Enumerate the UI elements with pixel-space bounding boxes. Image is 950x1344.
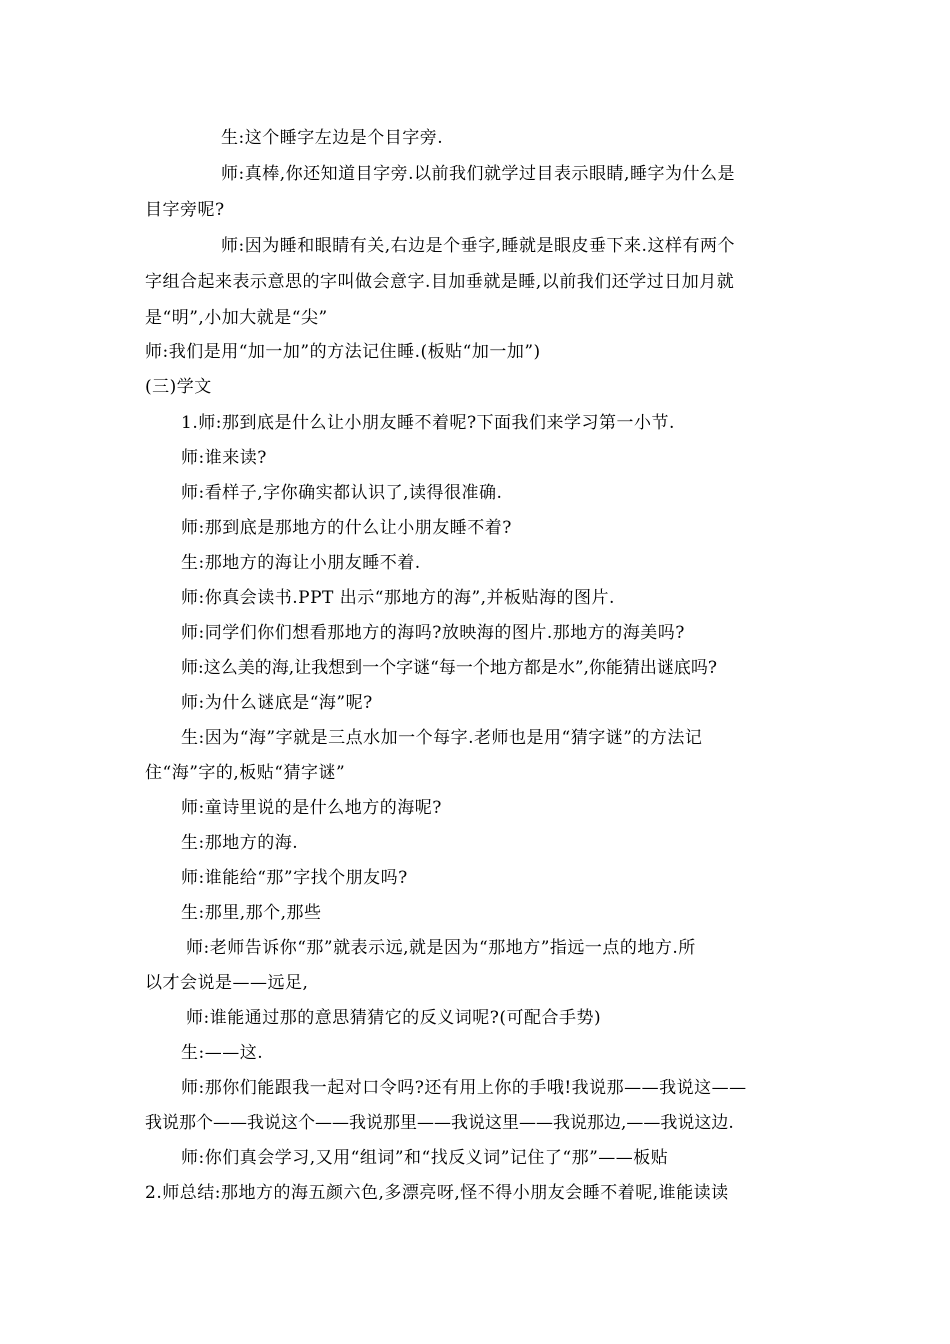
- text-line: 师:谁能通过那的意思猜猜它的反义词呢?(可配合手势): [186, 1008, 602, 1028]
- section-heading: (三)学文: [145, 377, 212, 397]
- text-line: 师:同学们你们想看那地方的海吗?放映海的图片.那地方的海美吗?: [181, 623, 685, 643]
- text-line: 生:因为“海”字就是三点水加一个每字.老师也是用“猜字谜”的方法记: [181, 728, 703, 748]
- text-line: 师:童诗里说的是什么地方的海呢?: [181, 798, 442, 818]
- text-line: 2.师总结:那地方的海五颜六色,多漂亮呀,怪不得小朋友会睡不着呢,谁能读读: [145, 1183, 729, 1203]
- text-line: 师:老师告诉你“那”就表示远,就是因为“那地方”指远一点的地方.所: [186, 938, 696, 958]
- text-line: 师:你真会读书.PPT 出示“那地方的海”,并板贴海的图片.: [181, 588, 615, 608]
- text-line: 师:真棒,你还知道目字旁.以前我们就学过目表示眼睛,睡字为什么是: [221, 164, 735, 184]
- text-line: 师:为什么谜底是“海”呢?: [181, 693, 373, 713]
- text-line: 师:那你们能跟我一起对口令吗?还有用上你的手哦!我说那——我说这——: [181, 1078, 747, 1098]
- text-line: 以才会说是——远足,: [145, 973, 309, 993]
- text-line: 生:那里,那个,那些: [181, 903, 322, 923]
- text-line: 师:谁来读?: [181, 448, 267, 468]
- text-line: 字组合起来表示意思的字叫做会意字.目加垂就是睡,以前我们还学过日加月就: [145, 272, 735, 292]
- text-line: 目字旁呢?: [145, 200, 225, 220]
- text-line: 1.师:那到底是什么让小朋友睡不着呢?下面我们来学习第一小节.: [181, 413, 675, 433]
- text-line: 生:那地方的海让小朋友睡不着.: [181, 553, 421, 573]
- text-line: 住“海”字的,板贴“猜字谜”: [145, 763, 346, 783]
- text-line: 师:谁能给“那”字找个朋友吗?: [181, 868, 408, 888]
- text-line: 生:这个睡字左边是个目字旁.: [221, 128, 444, 148]
- text-line: 师:我们是用“加一加”的方法记住睡.(板贴“加一加”): [145, 342, 541, 362]
- text-line: 师:你们真会学习,又用“组词”和“找反义词”记住了“那”——板贴: [181, 1148, 669, 1168]
- text-line: 师:看样子,字你确实都认识了,读得很准确.: [181, 483, 503, 503]
- text-line: 师:这么美的海,让我想到一个字谜“每一个地方都是水”,你能猜出谜底吗?: [181, 658, 718, 678]
- text-line: 生:——这.: [181, 1043, 264, 1063]
- text-line: 师:那到底是那地方的什么让小朋友睡不着?: [181, 518, 512, 538]
- text-line: 师:因为睡和眼睛有关,右边是个垂字,睡就是眼皮垂下来.这样有两个: [221, 236, 735, 256]
- text-line: 是“明”,小加大就是“尖”: [145, 308, 328, 328]
- text-line: 生:那地方的海.: [181, 833, 299, 853]
- text-line: 我说那个——我说这个——我说那里——我说这里——我说那边,——我说这边.: [145, 1113, 734, 1133]
